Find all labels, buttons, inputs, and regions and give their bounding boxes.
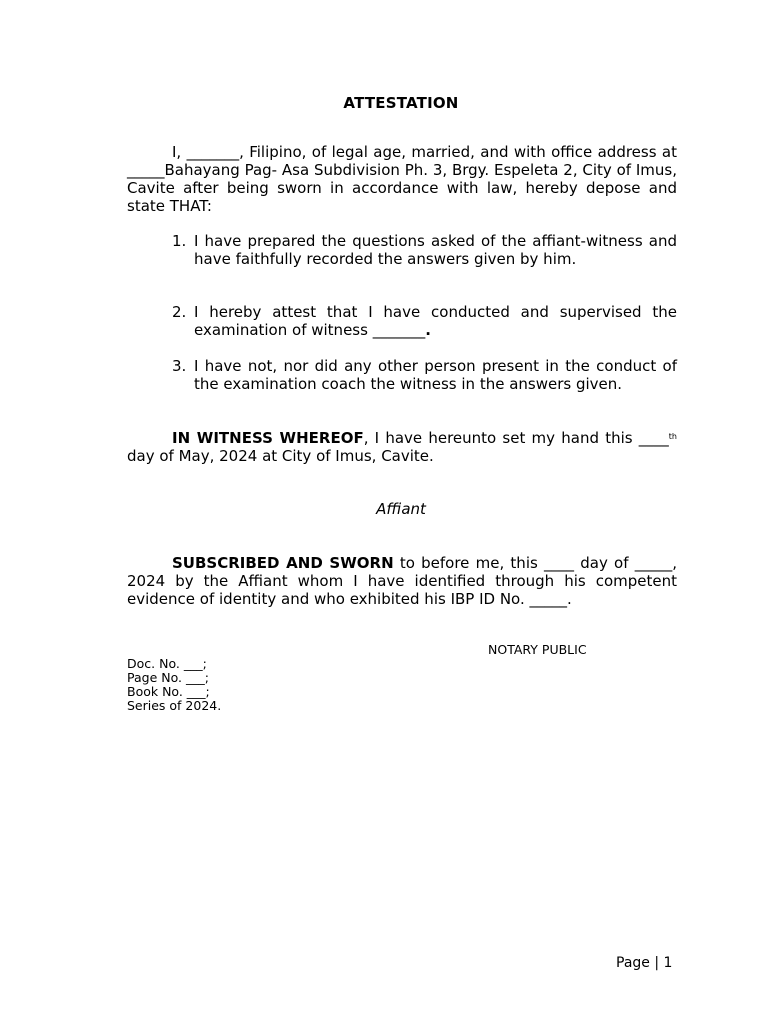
subscribed-text-2: day of [574, 554, 635, 572]
list-number: 1. [172, 232, 187, 250]
day-blank: ____ [544, 554, 575, 572]
list-text [194, 303, 677, 339]
address-blank: _____ [127, 161, 165, 179]
intro-address: Bahayang Pag- Asa Subdivision Ph. 3, Brgy. Espeleta 2, City of Imus, Cavite after being sworn in accordance with law, hereby depose and state THAT: [127, 161, 677, 215]
list-text: I have not, nor did any other person present in the conduct of the examination coach the witness in the answers given. [194, 357, 677, 393]
doc-no-line: Doc. No. ___; [127, 656, 207, 671]
intro-paragraph [127, 143, 677, 215]
list-number: 2. [172, 303, 187, 321]
intro-prefix: I, [172, 143, 182, 161]
list-text-body: I hereby attest that I have conducted and supervised the examination of witness [194, 303, 677, 339]
month-blank: _____ [634, 554, 673, 572]
witness-name-blank: _______ [372, 321, 426, 339]
document-title: ATTESTATION [343, 94, 459, 112]
day-superscript: th [668, 432, 677, 441]
subscribed-paragraph [127, 554, 677, 608]
list-number: 3. [172, 357, 187, 375]
witness-paragraph [127, 429, 677, 465]
subscribed-text-3: , 2024 by the Affiant whom I have identified through his competent evidence of identity and who exhibited his IBP ID No. [127, 554, 677, 608]
name-blank: _______ [186, 143, 240, 161]
affiant-label: Affiant [376, 500, 426, 518]
intro-text: , Filipino, of legal age, married, and with office address at [239, 143, 677, 161]
subscribed-bold: SUBSCRIBED AND SWORN [172, 554, 394, 572]
page-footer: Page | 1 [616, 955, 673, 971]
list-text: I have prepared the questions asked of the affiant-witness and have faithfully recorded the answers given by him. [194, 232, 677, 268]
witness-bold: IN WITNESS WHEREOF [172, 429, 364, 447]
witness-text-1: , I have hereunto set my hand this [363, 429, 639, 447]
series-line: Series of 2024. [127, 698, 222, 713]
day-blank: ____ [638, 429, 669, 447]
witness-text-2: day of May, 2024 at City of Imus, Cavite. [127, 447, 434, 465]
book-no-line: Book No. ___; [127, 684, 210, 699]
list-text-end: . [425, 321, 431, 339]
subscribed-end: . [567, 590, 572, 608]
ibp-id-blank: _____ [529, 590, 568, 608]
subscribed-text-1: to before me, this [393, 554, 545, 572]
page-no-line: Page No. ___; [127, 670, 209, 685]
notary-public-label: NOTARY PUBLIC [488, 642, 587, 657]
